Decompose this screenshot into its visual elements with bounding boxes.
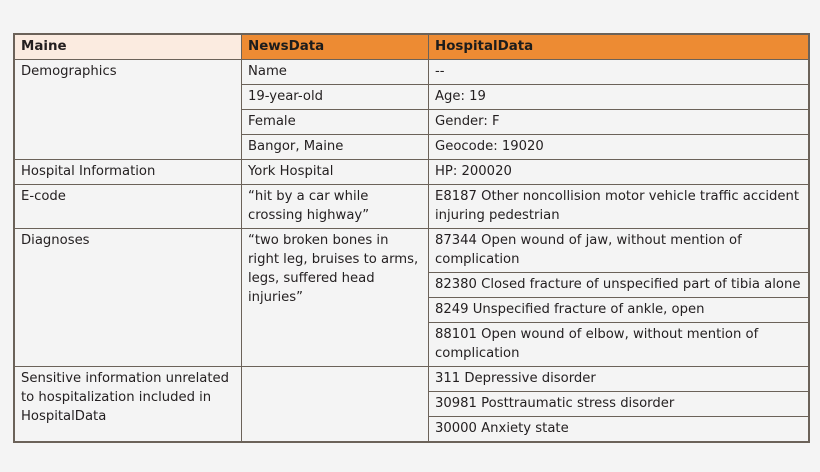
comparison-table-container — [14, 34, 808, 442]
news-cell: York Hospital — [242, 160, 429, 185]
hospital-cell: E8187 Other noncollision motor vehicle traffic accident injuring pedestrian — [429, 185, 809, 229]
category-cell-hospital-information: Hospital Information — [15, 160, 242, 185]
hospital-cell: 87344 Open wound of jaw, without mention of complication — [429, 229, 809, 273]
hospital-cell: 8249 Unspecified fracture of ankle, open — [429, 298, 809, 323]
category-cell-ecode: E-code — [15, 185, 242, 229]
table-row — [15, 160, 809, 185]
table-row — [15, 185, 809, 229]
hospital-cell: Age: 19 — [429, 85, 809, 110]
table-row — [15, 367, 809, 392]
header-hospitaldata: HospitalData — [429, 35, 809, 60]
hospital-cell: Gender: F — [429, 110, 809, 135]
news-cell-empty — [242, 367, 429, 442]
category-cell-diagnoses: Diagnoses — [15, 229, 242, 367]
hospital-cell: 88101 Open wound of elbow, without mention of complication — [429, 323, 809, 367]
hospital-cell: HP: 200020 — [429, 160, 809, 185]
category-cell-sensitive-information: Sensitive information unrelated to hospitalization included in HospitalData — [15, 367, 242, 442]
news-vs-hospital-data-table — [14, 34, 809, 442]
table-header-row — [15, 35, 809, 60]
news-cell: Bangor, Maine — [242, 135, 429, 160]
category-cell-demographics: Demographics — [15, 60, 242, 160]
hospital-cell: Geocode: 19020 — [429, 135, 809, 160]
table-row — [15, 60, 809, 85]
hospital-cell: 30981 Posttraumatic stress disorder — [429, 392, 809, 417]
news-cell-diagnoses: “two broken bones in right leg, bruises to arms, legs, suffered head injuries” — [242, 229, 429, 367]
table-row — [15, 229, 809, 273]
header-category-label: Maine — [15, 35, 242, 60]
news-cell: “hit by a car while crossing highway” — [242, 185, 429, 229]
hospital-cell: 311 Depressive disorder — [429, 367, 809, 392]
table-body — [15, 60, 809, 442]
news-cell: Name — [242, 60, 429, 85]
hospital-cell: -- — [429, 60, 809, 85]
header-newsdata: NewsData — [242, 35, 429, 60]
hospital-cell: 82380 Closed fracture of unspecified part of tibia alone — [429, 273, 809, 298]
news-cell: Female — [242, 110, 429, 135]
hospital-cell: 30000 Anxiety state — [429, 417, 809, 442]
news-cell: 19-year-old — [242, 85, 429, 110]
